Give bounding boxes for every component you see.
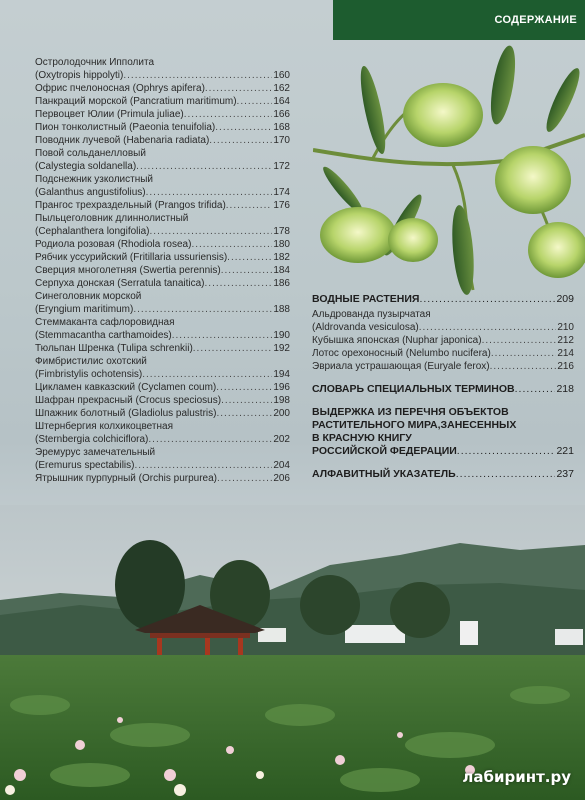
toc-entry[interactable] <box>35 342 290 355</box>
toc-page-number: 178 <box>273 226 290 237</box>
toc-leader-dots <box>237 95 273 108</box>
toc-section-title: РОССИЙСКОЙ ФЕДЕРАЦИИ <box>312 445 457 457</box>
toc-entry-title-line: Подснежник узколистный <box>35 174 153 185</box>
toc-page-number: 218 <box>556 383 574 395</box>
toc-section-title: СЛОВАРЬ СПЕЦИАЛЬНЫХ ТЕРМИНОВ <box>312 383 515 395</box>
toc-page-number: 210 <box>557 322 574 333</box>
toc-leader-dots <box>515 383 556 396</box>
toc-entry-title: Сверция многолетняя (Swertia perennis) <box>35 265 221 276</box>
toc-leader-dots <box>216 381 272 394</box>
toc-leader-dots <box>191 238 272 251</box>
toc-entry[interactable] <box>35 95 290 108</box>
toc-entry[interactable] <box>35 238 290 251</box>
toc-section <box>312 383 574 396</box>
toc-leader-dots <box>419 321 557 334</box>
toc-entry-line <box>35 199 290 212</box>
toc-entry-title-line: Повой сольданелловый <box>35 148 146 159</box>
toc-entry-line <box>35 472 290 485</box>
toc-page-number: 209 <box>556 293 574 305</box>
toc-entry-line <box>35 381 290 394</box>
toc-page-number: 206 <box>273 473 290 484</box>
toc-entry-title: Тюльпан Шренка (Tulipa schrenkii) <box>35 343 193 354</box>
toc-section-heading-line <box>312 383 574 396</box>
toc-entry[interactable] <box>35 147 290 173</box>
toc-page-number: 198 <box>273 395 290 406</box>
toc-section-heading-line: В КРАСНУЮ КНИГУ <box>312 432 412 444</box>
toc-entry-line <box>35 82 290 95</box>
toc-entry-title: (Calystegia soldanella) <box>35 161 137 172</box>
toc-entry-title: (Aldrovanda vesiculosa) <box>312 322 419 333</box>
toc-page-number: 190 <box>273 330 290 341</box>
toc-page-number: 188 <box>273 304 290 315</box>
toc-entry-title: Шафран прекрасный (Crocus speciosus) <box>35 395 222 406</box>
toc-entry-title: (Eryngium maritimum) <box>35 304 134 315</box>
toc-page-number: 176 <box>273 200 290 211</box>
toc-section <box>312 406 574 458</box>
toc-entry-line <box>35 69 290 82</box>
toc-leader-dots <box>148 433 272 446</box>
toc-leader-dots <box>216 407 272 420</box>
toc-leader-dots <box>142 368 272 381</box>
toc-entry[interactable] <box>35 199 290 212</box>
toc-entry[interactable] <box>312 347 574 360</box>
toc-entry-title-line: Остролодочник Ипполита <box>35 57 155 68</box>
toc-entry-line <box>35 264 290 277</box>
toc-entry[interactable] <box>35 82 290 95</box>
toc-entry-title-line: Синеголовник морской <box>35 291 142 302</box>
toc-leader-dots <box>193 342 273 355</box>
toc-page-number: 221 <box>556 445 574 457</box>
toc-entry[interactable] <box>35 277 290 290</box>
toc-entry[interactable] <box>35 355 290 381</box>
toc-page-number: 196 <box>273 382 290 393</box>
toc-entry-title: Офрис пчелоносная (Ophrys apifera) <box>35 83 205 94</box>
toc-page-number: 204 <box>273 460 290 471</box>
toc-entry[interactable] <box>35 56 290 82</box>
toc-entry-title: (Galanthus angustifolius) <box>35 187 146 198</box>
page-title: СОДЕРЖАНИЕ <box>494 14 577 26</box>
toc-entry-line <box>35 303 290 316</box>
watermark-logo: лабиринт.ру <box>462 768 571 786</box>
toc-leader-dots <box>150 225 273 238</box>
toc-leader-dots <box>227 251 272 264</box>
toc-section-heading[interactable] <box>312 383 574 396</box>
toc-section-heading-line <box>312 293 574 306</box>
toc-leader-dots <box>221 394 272 407</box>
toc-leader-dots <box>490 360 557 373</box>
toc-entry[interactable] <box>35 134 290 147</box>
toc-leader-dots <box>209 134 272 147</box>
toc-leader-dots <box>482 334 557 347</box>
toc-leader-dots <box>221 264 273 277</box>
toc-entry-title: Эвриала устрашающая (Euryale ferox) <box>312 361 490 372</box>
toc-entry-title: Цикламен кавказский (Cyclamen coum) <box>35 382 217 393</box>
toc-entry[interactable] <box>35 316 290 342</box>
toc-page-number: 237 <box>556 468 574 480</box>
toc-entry-title: Шпажник болотный (Gladiolus palustris) <box>35 408 217 419</box>
toc-entry[interactable] <box>35 264 290 277</box>
toc-page-number: 216 <box>557 361 574 372</box>
toc-entry-line <box>35 342 290 355</box>
toc-entry-title: Кубышка японская (Nuphar japonica) <box>312 335 482 346</box>
toc-entry-line <box>35 433 290 446</box>
toc-entry-line <box>35 108 290 121</box>
toc-entry[interactable] <box>35 472 290 485</box>
toc-entry-title: (Oxytropis hippolyti) <box>35 70 124 81</box>
toc-page-number: 200 <box>273 408 290 419</box>
toc-entry-title: (Stemmacantha carthamoides) <box>35 330 172 341</box>
toc-page-number: 164 <box>273 96 290 107</box>
toc-section-heading-line <box>312 468 574 481</box>
toc-page-number: 174 <box>273 187 290 198</box>
toc-entry-line <box>312 321 574 334</box>
lotus-field-photo <box>0 505 585 800</box>
toc-page-number: 212 <box>557 335 574 346</box>
toc-leader-dots <box>184 108 273 121</box>
toc-entry-line <box>35 407 290 420</box>
toc-entry-title: (Fimbristylis ochotensis) <box>35 369 143 380</box>
toc-page-number: 194 <box>273 369 290 380</box>
toc-section-heading[interactable] <box>312 468 574 481</box>
toc-leader-dots <box>215 121 272 134</box>
toc-entry-line <box>35 459 290 472</box>
toc-entry-line <box>35 238 290 251</box>
toc-leader-dots <box>457 445 556 458</box>
toc-leader-dots <box>133 303 272 316</box>
toc-page-number: 162 <box>273 83 290 94</box>
toc-leader-dots <box>134 459 272 472</box>
toc-entry-title-line: Стеммаканта сафлоровидная <box>35 317 175 328</box>
toc-entry-title: Родиола розовая (Rhodiola rosea) <box>35 239 192 250</box>
toc-entry[interactable] <box>35 407 290 420</box>
toc-entry-line <box>312 334 574 347</box>
toc-page-number: 182 <box>273 252 290 263</box>
toc-entry-line <box>35 394 290 407</box>
toc-leader-dots <box>226 199 273 212</box>
toc-entry-title: Поводник лучевой (Habenaria radiata) <box>35 135 210 146</box>
toc-entry-title-line: Альдрованда пузырчатая <box>312 309 431 320</box>
toc-page-number: 184 <box>273 265 290 276</box>
toc-leader-dots <box>136 160 272 173</box>
toc-entry-line <box>312 360 574 373</box>
toc-section-heading[interactable] <box>312 406 574 458</box>
toc-page-number: 172 <box>273 161 290 172</box>
toc-entry[interactable] <box>35 446 290 472</box>
header-bar <box>333 0 585 40</box>
toc-entry-line <box>312 347 574 360</box>
toc-entry-line <box>35 225 290 238</box>
toc-entry-title: Первоцвет Юлии (Primula juliae) <box>35 109 184 120</box>
toc-entry[interactable] <box>35 381 290 394</box>
toc-leader-dots <box>491 347 556 360</box>
toc-page-number: 160 <box>273 70 290 81</box>
toc-section-title: ВОДНЫЕ РАСТЕНИЯ <box>312 293 420 305</box>
toc-leader-dots <box>123 69 272 82</box>
toc-section-heading[interactable] <box>312 293 574 306</box>
toc-leader-dots <box>205 277 273 290</box>
toc-section-title: АЛФАВИТНЫЙ УКАЗАТЕЛЬ <box>312 468 456 480</box>
toc-page-number: 202 <box>273 434 290 445</box>
toc-entry-title: Ятрышник пурпурный (Orchis purpurea) <box>35 473 217 484</box>
toc-page-number: 186 <box>273 278 290 289</box>
plant-illustration <box>313 40 585 300</box>
toc-entry[interactable] <box>35 420 290 446</box>
toc-page-number: 214 <box>557 348 574 359</box>
toc-entry-title-line: Фимбристилис охотский <box>35 356 147 367</box>
toc-entry-line <box>35 134 290 147</box>
toc-entry[interactable] <box>312 308 574 334</box>
toc-entry-title-line: Штернбергия колхикоцветная <box>35 421 173 432</box>
toc-entry[interactable] <box>35 394 290 407</box>
toc-leader-dots <box>456 468 556 481</box>
toc-entry[interactable] <box>35 251 290 264</box>
toc-entry-line <box>35 329 290 342</box>
toc-entry[interactable] <box>35 108 290 121</box>
toc-page-number: 192 <box>273 343 290 354</box>
toc-right-column <box>312 293 574 491</box>
toc-entry[interactable] <box>35 173 290 199</box>
toc-entry-title: Рябчик уссурийский (Fritillaria ussuriensis) <box>35 252 228 263</box>
toc-section-heading-line <box>312 445 574 458</box>
toc-entry-title-line: Эремурус замечательный <box>35 447 156 458</box>
toc-section <box>312 293 574 373</box>
toc-leader-dots <box>205 82 272 95</box>
toc-entry-line <box>35 368 290 381</box>
toc-entry-line <box>35 251 290 264</box>
toc-leader-dots <box>217 472 272 485</box>
toc-page-number: 168 <box>273 122 290 133</box>
toc-entry-title: (Eremurus spectabilis) <box>35 460 135 471</box>
toc-leader-dots <box>146 186 273 199</box>
toc-entry[interactable] <box>312 360 574 373</box>
toc-entry[interactable] <box>35 212 290 238</box>
toc-entry-line <box>35 121 290 134</box>
toc-leader-dots <box>172 329 273 342</box>
toc-entry-line <box>35 95 290 108</box>
toc-entry-title: Пион тонколистный (Paeonia tenuifolia) <box>35 122 216 133</box>
toc-entry-title: (Cephalanthera longifolia) <box>35 226 150 237</box>
toc-page-number: 170 <box>273 135 290 146</box>
toc-subentries <box>312 308 574 373</box>
toc-section-heading-line: РАСТИТЕЛЬНОГО МИРА,ЗАНЕСЕННЫХ <box>312 419 517 431</box>
toc-left-column <box>35 56 290 485</box>
toc-entry[interactable] <box>35 121 290 134</box>
toc-page-number: 180 <box>273 239 290 250</box>
toc-entry-title: (Sternbergia colchiciflora) <box>35 434 149 445</box>
toc-page-number: 166 <box>273 109 290 120</box>
toc-entry[interactable] <box>312 334 574 347</box>
toc-section <box>312 468 574 481</box>
toc-entry-line <box>35 277 290 290</box>
toc-entry-title: Серпуха донская (Serratula tanaitica) <box>35 278 205 289</box>
toc-entry-title: Лотос орехоносный (Nelumbo nucifera) <box>312 348 491 359</box>
toc-section-heading-line: ВЫДЕРЖКА ИЗ ПЕРЕЧНЯ ОБЪЕКТОВ <box>312 406 509 418</box>
toc-entry-title-line: Пыльцеголовник длиннолистный <box>35 213 189 224</box>
toc-leader-dots <box>419 293 555 306</box>
toc-entry[interactable] <box>35 290 290 316</box>
toc-entry-line <box>35 186 290 199</box>
toc-entry-line <box>35 160 290 173</box>
toc-entry-title: Прангос трехраздельный (Prangos trifida) <box>35 200 226 211</box>
toc-entry-title: Панкраций морской (Pancratium maritimum) <box>35 96 237 107</box>
